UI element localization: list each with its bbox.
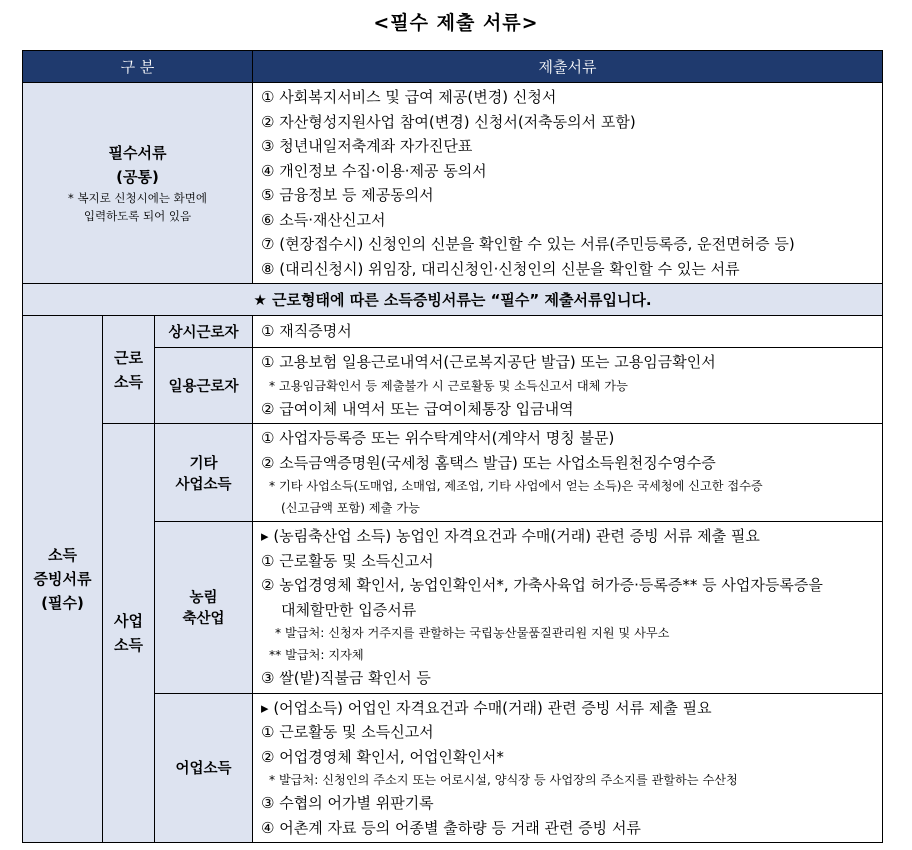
business-label-2: 소득 xyxy=(114,636,143,654)
daily-worker-label: 일용근로자 xyxy=(155,348,253,424)
list-item: ⑧ (대리신청시) 위임장, 대리신청인·신청인의 신분을 확인할 수 있는 서류 xyxy=(261,259,740,278)
header-documents: 제출서류 xyxy=(253,51,883,83)
required-documents-table xyxy=(22,50,883,843)
common-label-sub: (공통) xyxy=(116,168,159,186)
list-note: * 기타 사업소득(도매업, 소매업, 제조업, 기타 사업에서 얻는 소득)은 국세청에 신고한 접수증 xyxy=(269,479,763,493)
daily-worker-items xyxy=(253,348,883,424)
regular-worker-label: 상시근로자 xyxy=(155,316,253,348)
list-item: ① 재직증명서 xyxy=(261,322,352,341)
other-business-label-2: 사업소득 xyxy=(175,476,232,493)
list-item: ▸ (어업소득) 어업인 자격요건과 수매(거래) 관련 증빙 서류 제출 필요 xyxy=(261,698,712,717)
list-note: * 고용임금확인서 등 제출불가 시 근로활동 및 소득신고서 대체 가능 xyxy=(269,378,628,393)
list-item: ② 소득금액증명원(국세청 홈택스 발급) 또는 사업소득원천징수영수증 xyxy=(261,453,716,472)
common-note-1: * 복지로 신청시에는 화면에 xyxy=(68,191,207,205)
list-note: (신고금액 포함) 제출 가능 xyxy=(281,501,420,515)
page-title: <필수 제출 서류> xyxy=(373,12,539,34)
list-item: ④ 어촌계 자료 등의 어종별 출하량 등 거래 관련 증빙 서류 xyxy=(261,818,641,837)
farm-items xyxy=(253,522,883,694)
labor-income-label-cell xyxy=(103,316,155,424)
income-label-2: 증빙서류 xyxy=(33,570,92,588)
list-item: ③ 쌀(밭)직불금 확인서 등 xyxy=(261,669,431,687)
common-row xyxy=(23,83,883,284)
common-note-2: 입력하도록 되어 있음 xyxy=(83,209,192,223)
list-item: ▸ (농림축산업 소득) 농업인 자격요건과 수매(거래) 관련 증빙 서류 제출 필요 xyxy=(261,527,760,545)
list-item: ③ 청년내일저축계좌 자가진단표 xyxy=(261,137,473,155)
other-business-label xyxy=(155,424,253,522)
banner-row xyxy=(23,284,883,316)
list-item: ① 근로활동 및 소득신고서 xyxy=(261,723,434,741)
income-label-1: 소득 xyxy=(48,546,77,564)
common-items-cell xyxy=(253,83,883,284)
list-item: 대체할만한 입증서류 xyxy=(281,600,417,619)
other-business-items xyxy=(253,424,883,522)
list-note: * 발급처: 신청인의 주소지 또는 어로시설, 양식장 등 사업장의 주소지를 관할하는 수산청 xyxy=(269,773,738,787)
list-item: ① 고용보험 일용근로내역서(근로복지공단 발급) 또는 고용임금확인서 xyxy=(261,353,716,371)
common-label: 필수서류 xyxy=(108,144,167,162)
list-item: ⑦ (현장접수시) 신청인의 신분을 확인할 수 있는 서류(주민등록증, 운전면허증 등) xyxy=(261,235,795,253)
income-proof-label-cell xyxy=(23,316,103,843)
income-notice-banner: ★ 근로형태에 따른 소득증빙서류는 “필수” 제출서류입니다. xyxy=(23,284,883,316)
list-item: ② 자산형성지원사업 참여(변경) 신청서(저축동의서 포함) xyxy=(261,112,636,131)
table-header-row xyxy=(23,51,883,83)
list-item: ② 어업경영체 확인서, 어업인확인서* xyxy=(261,747,504,766)
labor-label-1: 근로 xyxy=(114,348,143,367)
list-item: ③ 수협의 어가별 위판기록 xyxy=(261,794,434,812)
regular-worker-items xyxy=(253,316,883,348)
farm-label xyxy=(155,522,253,694)
common-label-cell xyxy=(23,83,253,284)
list-item: ② 농업경영체 확인서, 농업인확인서*, 가축사육업 허가증·등록증** 등 사업자등록증을 xyxy=(261,576,823,594)
other-business-row xyxy=(23,424,883,522)
list-item: ⑥ 소득·재산신고서 xyxy=(261,210,386,229)
list-note: ** 발급처: 지자체 xyxy=(269,648,364,662)
farm-label-1: 농림 xyxy=(189,590,218,607)
list-item: ① 사회복지서비스 및 급여 제공(변경) 신청서 xyxy=(261,88,557,106)
business-label-1: 사업 xyxy=(114,612,143,630)
list-item: ⑤ 금융정보 등 제공동의서 xyxy=(261,186,434,204)
list-item: ② 급여이체 내역서 또는 급여이체통장 입금내역 xyxy=(261,399,574,418)
income-label-3: (필수) xyxy=(41,594,84,612)
farm-label-2: 축산업 xyxy=(182,611,225,628)
labor-label-2: 소득 xyxy=(114,372,143,391)
header-category: 구 분 xyxy=(23,51,253,83)
list-item: ① 사업자등록증 또는 위수탁계약서(계약서 명칭 불문) xyxy=(261,429,615,447)
fishery-items xyxy=(253,693,883,843)
list-note: * 발급처: 신청자 거주지를 관할하는 국립농산물품질관리원 지원 및 사무소 xyxy=(275,626,670,640)
list-item: ① 근로활동 및 소득신고서 xyxy=(261,551,434,570)
business-income-label-cell xyxy=(103,424,155,843)
other-business-label-1: 기타 xyxy=(189,455,218,472)
list-item: ④ 개인정보 수집·이용·제공 동의서 xyxy=(261,161,487,180)
fishery-label: 어업소득 xyxy=(155,693,253,843)
regular-worker-row xyxy=(23,316,883,348)
